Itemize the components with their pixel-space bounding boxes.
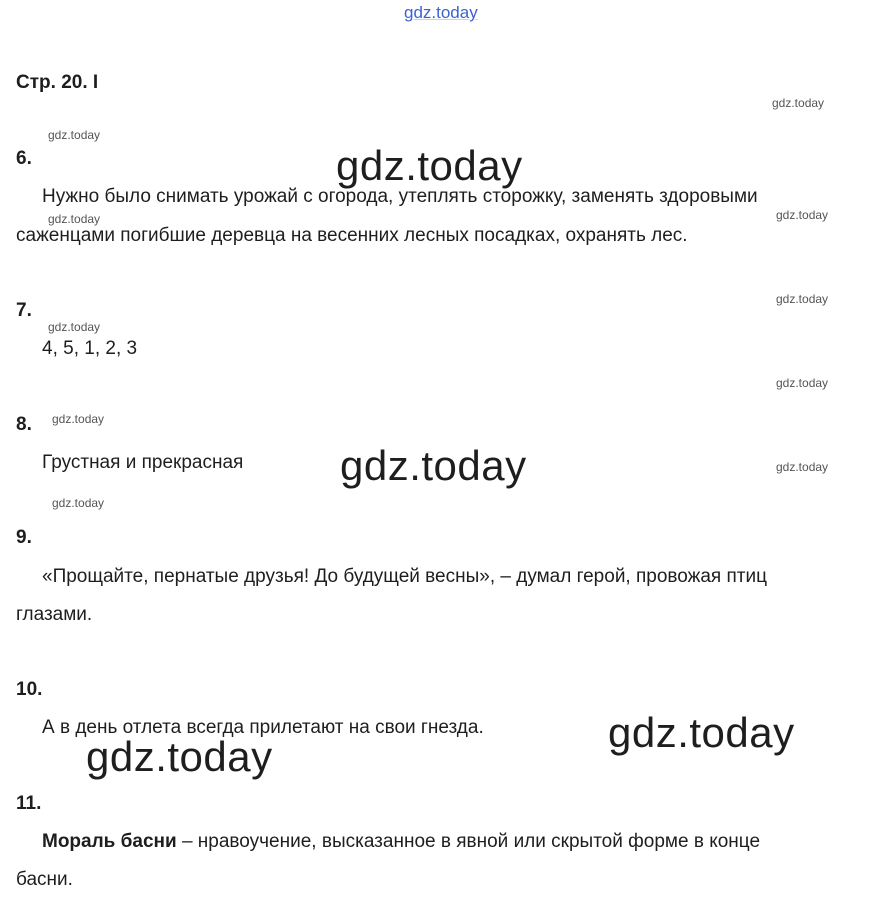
top-watermark-link[interactable]: gdz.today: [404, 3, 478, 22]
definition-text: – нравоучение, высказанное в явной или скрытой форме в конце: [176, 831, 761, 852]
answer-text: А в день отлета всегда прилетают на свои гнезда.: [42, 717, 484, 738]
watermark-small: gdz.today: [48, 212, 101, 226]
item-number: 10.: [16, 679, 43, 700]
answer-text: саженцами погибшие деревца на весенних лесных посадках, охранять лес.: [16, 225, 688, 246]
answer-text: басни.: [16, 869, 73, 890]
item-number: 6.: [16, 148, 32, 169]
watermark-small: gdz.today: [48, 128, 101, 142]
definition-line: [42, 831, 760, 853]
watermark-small: gdz.today: [776, 460, 829, 474]
watermark-large: gdz.today: [340, 442, 527, 489]
answer-text: 4, 5, 1, 2, 3: [42, 338, 138, 359]
watermark-large: gdz.today: [336, 142, 523, 189]
watermark-small: gdz.today: [52, 412, 105, 426]
watermark-small: gdz.today: [776, 208, 829, 222]
watermark-small: gdz.today: [48, 320, 101, 334]
definition-term: Мораль басни: [42, 831, 177, 852]
answer-text: «Прощайте, пернатые друзья! До будущей весны», – думал герой, провожая птиц: [42, 566, 767, 587]
answer-text: Грустная и прекрасная: [42, 452, 244, 473]
watermark-small: gdz.today: [52, 496, 105, 510]
item-number: 11.: [16, 793, 42, 814]
watermark-large: gdz.today: [608, 709, 795, 756]
item-number: 7.: [16, 300, 32, 321]
watermark-small: gdz.today: [776, 292, 829, 306]
answer-text: глазами.: [16, 604, 93, 625]
item-number: 8.: [16, 414, 32, 435]
watermark-large: gdz.today: [86, 733, 273, 780]
watermark-small: gdz.today: [776, 376, 829, 390]
item-number: 9.: [16, 527, 32, 548]
page-title: Стр. 20. I: [16, 72, 99, 93]
answer-text: Нужно было снимать урожай с огорода, утеплять сторожку, заменять здоровыми: [42, 186, 758, 207]
watermark-small: gdz.today: [772, 96, 825, 110]
